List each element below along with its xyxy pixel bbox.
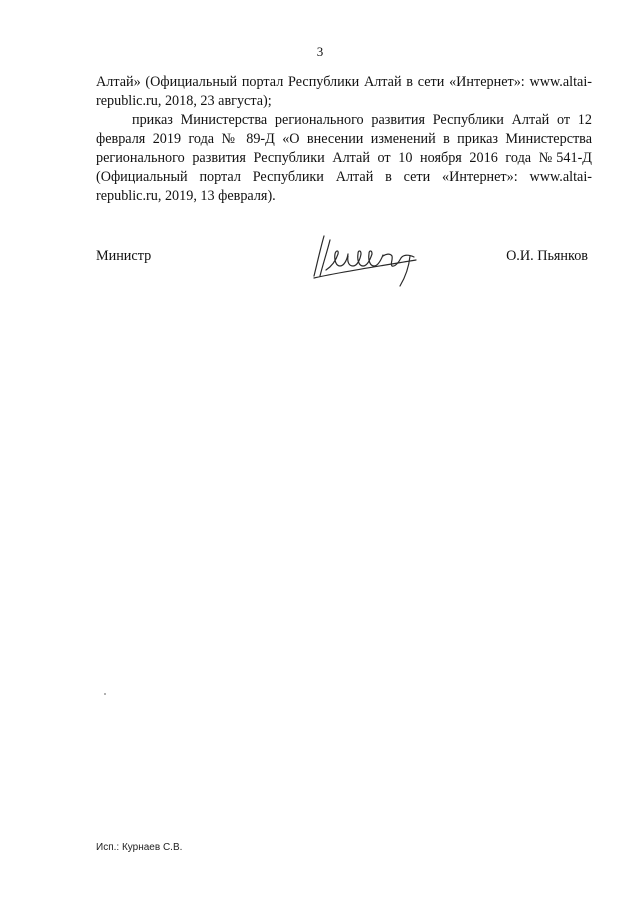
paragraph-text: Алтай» (Официальный портал Республики Алтай в сети «Интернет»: www.altai-republic.ru, 2018, 23 августа); (96, 74, 592, 109)
handwritten-signature-icon (300, 226, 440, 292)
position-title: Министр (96, 248, 152, 264)
signer-name: О.И. Пьянков (506, 248, 588, 264)
paragraph-order-reference (96, 111, 592, 206)
paragraph-continuation (96, 73, 592, 111)
paragraph-text: приказ Министерства регионального развития Республики Алтай от 12 февраля 2019 года № 89-Д «О внесении изменений в приказ Министерства регионального развития Республики Алтай от 10 ноября 2016 года №541-Д (Официальный портал Республики Алтай в сети «Интернет»: www.altai-republic.ru, 2019, 13 февраля). (96, 112, 592, 204)
page-number: 3 (316, 44, 324, 59)
scan-speck (104, 693, 106, 695)
executor-note: Исп.: Курнаев С.В. (96, 842, 183, 853)
